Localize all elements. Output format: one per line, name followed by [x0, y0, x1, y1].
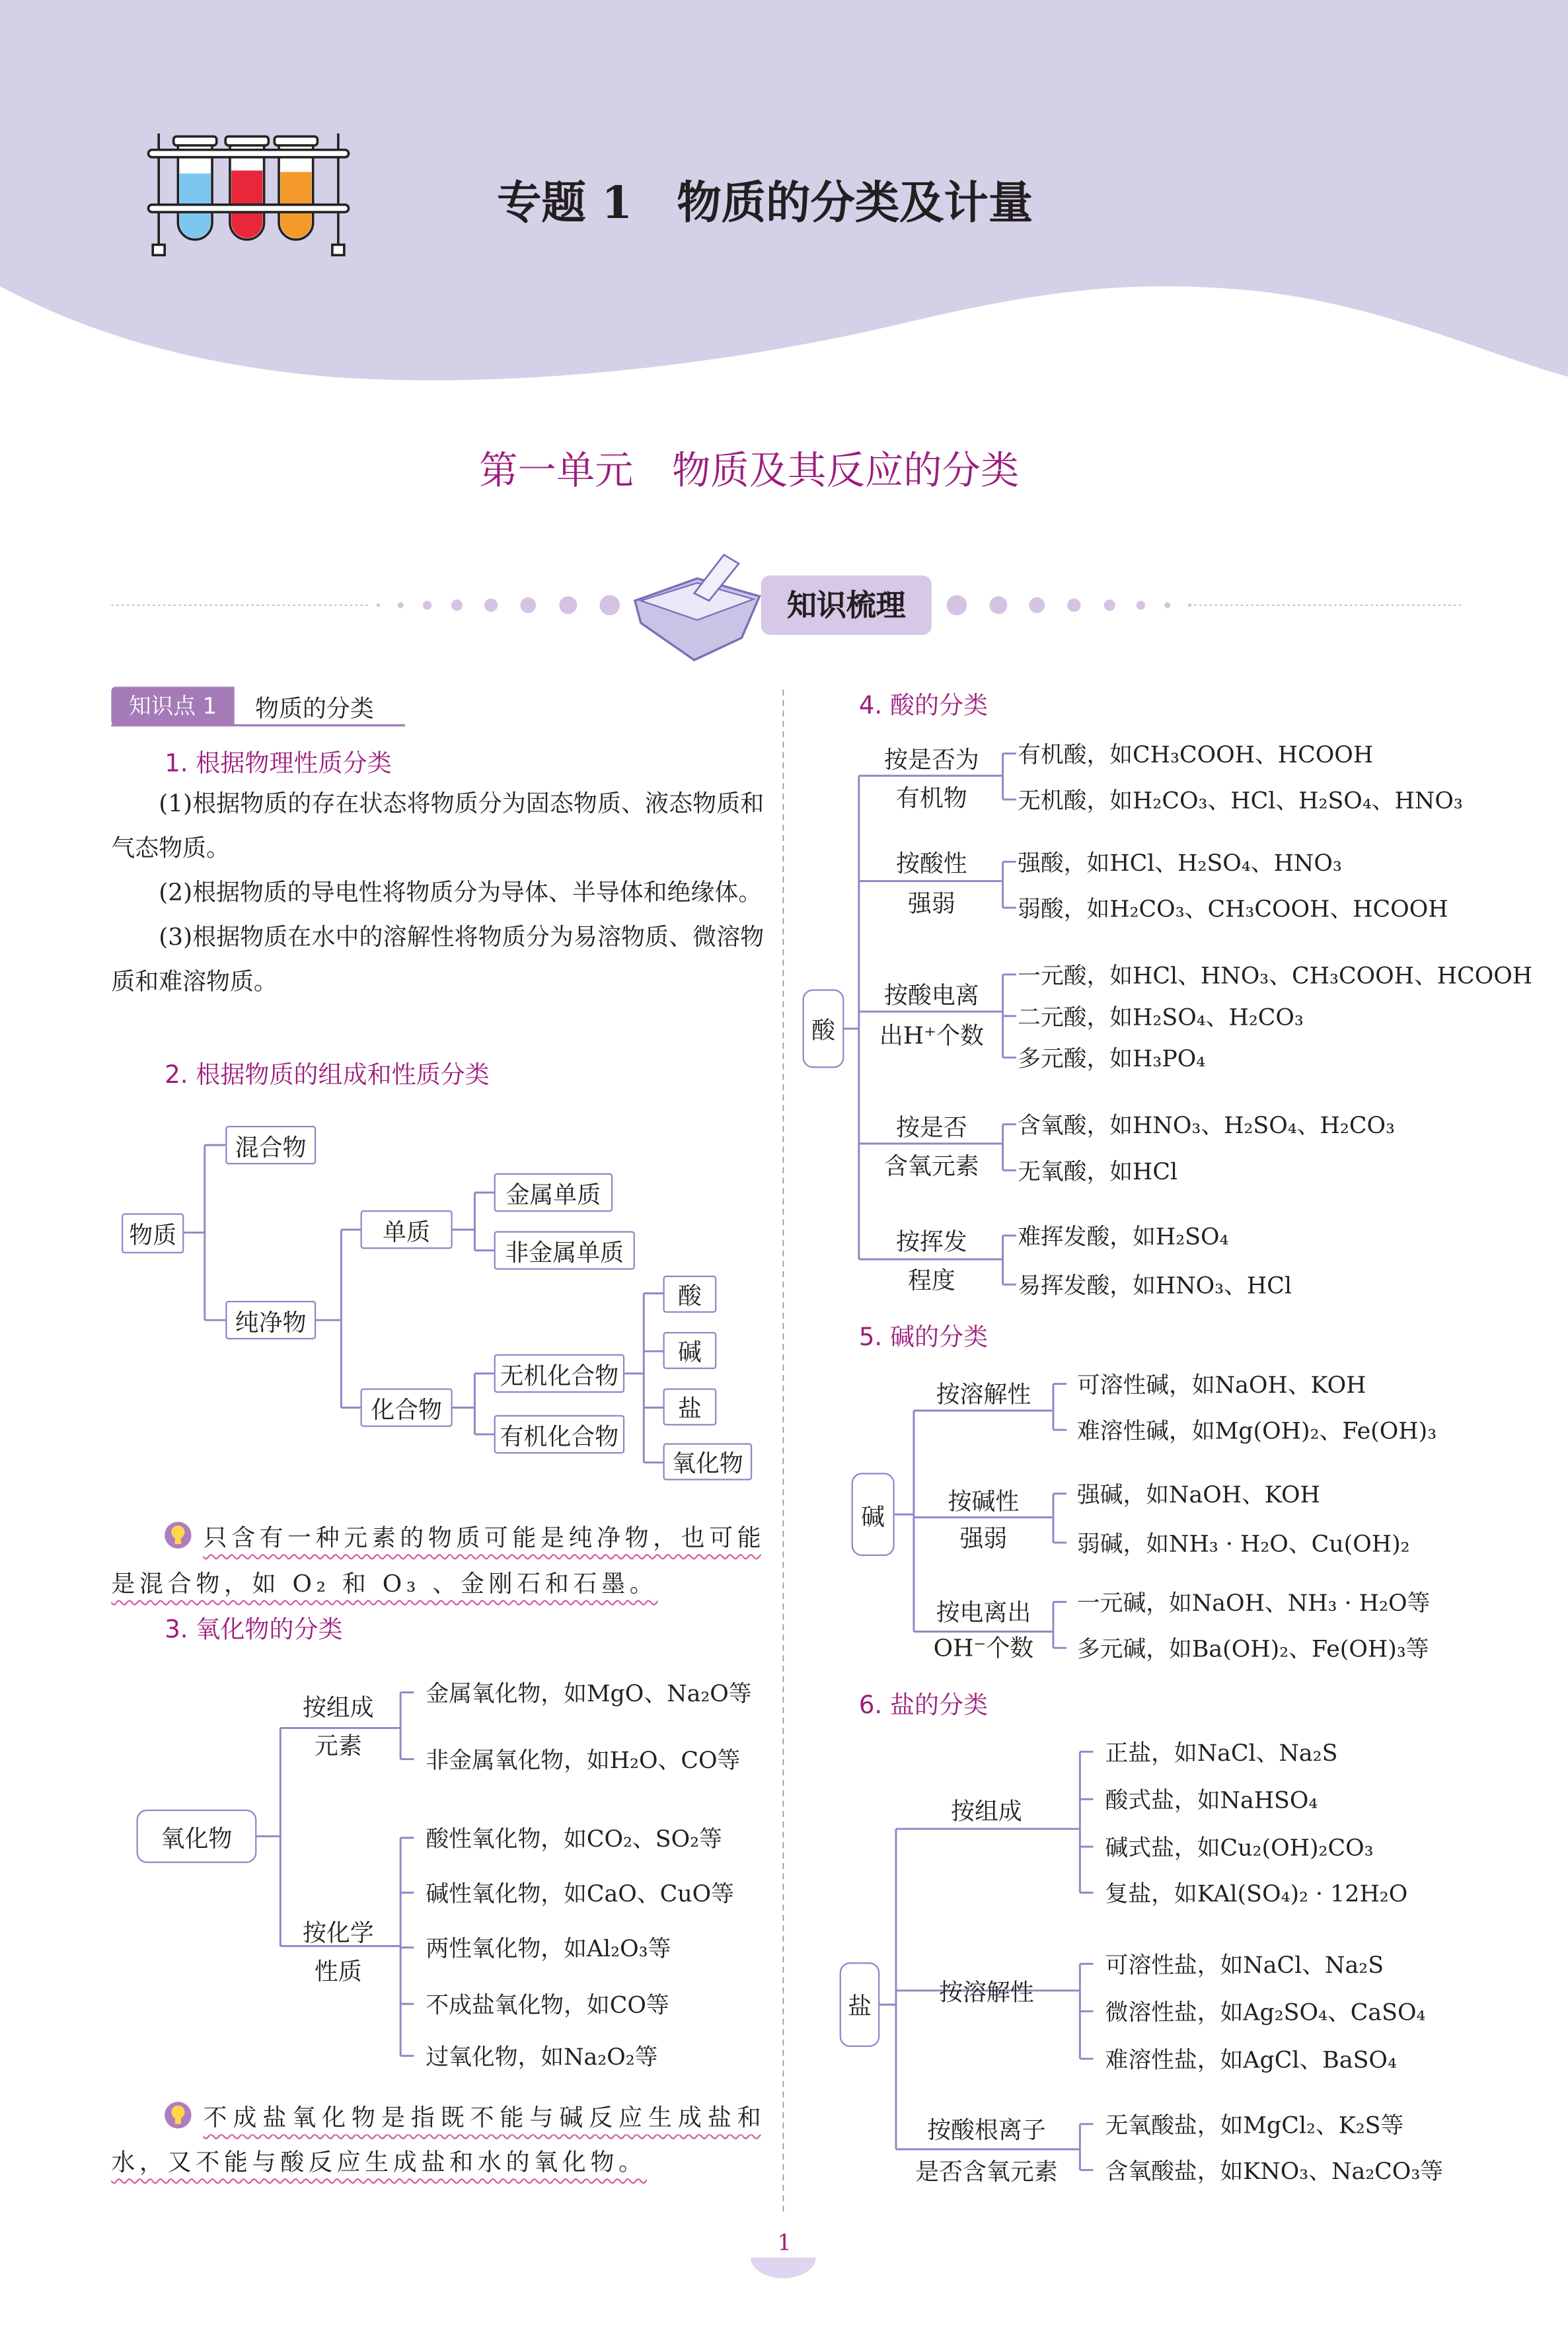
tree-criterion-label: 按电离出	[936, 1598, 1031, 1627]
divider-dot	[484, 599, 498, 612]
tree-leaf-item: 酸性氧化物，如CO₂、SO₂等	[426, 1826, 722, 1853]
tree-leaf-item: 可溶性盐，如NaCl、Na₂S	[1105, 1952, 1384, 1979]
tree-node-mixture: 混合物	[225, 1126, 316, 1164]
section-heading-salt: 6. 盐的分类	[858, 1691, 989, 1719]
tip-text-line: 只含有一种元素的物质可能是纯净物，也可能	[203, 1523, 761, 1552]
tree-node-salt: 盐	[663, 1388, 717, 1425]
tree-leaf-item: 弱酸，如H₂CO₃、CH₃COOH、HCOOH	[1018, 895, 1448, 923]
tree-leaf-item: 复盐，如KAl(SO₄)₂ · 12H₂O	[1105, 1880, 1408, 1908]
divider-dot	[1137, 601, 1145, 609]
tree-criterion-label: OH⁻个数	[933, 1633, 1034, 1662]
tree-criterion-label: 按碱性	[948, 1487, 1020, 1516]
tree-node-acid: 酸	[663, 1276, 717, 1313]
physical-classification-text	[111, 782, 764, 1004]
section-heading-physical: 1. 根据物理性质分类	[165, 749, 392, 778]
divider-dot	[423, 601, 431, 609]
tree-criterion-label: 有机物	[895, 784, 967, 813]
tree-leaf-item: 非金属氧化物，如H₂O、CO等	[426, 1747, 741, 1775]
tree-leaf-item: 正盐，如NaCl、Na₂S	[1105, 1740, 1338, 1767]
paragraph: (2)根据物质的导电性将物质分为导体、半导体和绝缘体。	[159, 878, 763, 906]
tree-criterion-label: 按化学	[302, 1918, 374, 1947]
topic-title: 专题 1 物质的分类及计量	[497, 178, 1033, 230]
tree-leaf-item: 一元酸，如HCl、HNO₃、CH₃COOH、HCOOH	[1018, 963, 1533, 990]
tree-criterion-label: 程度	[907, 1266, 955, 1294]
tree-node-nonmetal: 非金属单质	[494, 1231, 635, 1269]
tree-node-metal: 金属单质	[494, 1173, 613, 1212]
tree-criterion-label: 按溶解性	[939, 1977, 1034, 2007]
tree-criterion-label: 含氧元素	[884, 1152, 979, 1180]
tree-leaf-item: 多元酸，如H₃PO₄	[1018, 1045, 1206, 1073]
divider-dot	[520, 597, 536, 613]
tree-leaf-item: 酸式盐，如NaHSO₄	[1105, 1787, 1318, 1814]
lightbulb-icon	[165, 1522, 191, 1548]
divider-dot	[599, 595, 620, 616]
tree-node-element: 单质	[361, 1210, 453, 1249]
paragraph: (3)根据物质在水中的溶解性将物质分为易溶物质、微溶物质和难溶物质。	[111, 922, 765, 996]
tree-leaf-item: 含氧酸盐，如KNO₃、Na₂CO₃等	[1105, 2158, 1444, 2185]
tree-node-organic: 有机化合物	[494, 1415, 625, 1454]
tip-text-line: 是混合物，如 O₂ 和 O₃ 、金刚石和石墨。	[111, 1569, 658, 1598]
page-number-tab	[751, 2258, 816, 2278]
tree-leaf-item: 无氧酸，如HCl	[1018, 1158, 1178, 1185]
tree-leaf-item: 易挥发酸，如HNO₃、HCl	[1018, 1273, 1292, 1300]
tree-criterion-label: 强弱	[959, 1524, 1008, 1553]
tip-text-line: 水，又不能与酸反应生成盐和水的氧化物。	[111, 2147, 647, 2176]
tree-criterion-label: 按组成	[302, 1693, 374, 1722]
tree-leaf-item: 金属氧化物，如MgO、Na₂O等	[426, 1680, 752, 1707]
tree-root-node: 盐	[840, 1962, 880, 2047]
divider-dot	[398, 602, 404, 608]
tree-leaf-item: 两性氧化物，如Al₂O₃等	[426, 1935, 671, 1963]
tree-leaf-item: 不成盐氧化物，如CO等	[426, 1992, 669, 2019]
tree-criterion-label: 按是否	[895, 1113, 967, 1142]
divider-dot	[1029, 597, 1045, 613]
tree-node-inorganic: 无机化合物	[494, 1354, 625, 1393]
tree-leaf-item: 碱性氧化物，如CaO、CuO等	[426, 1880, 734, 1908]
section-heading-composition: 2. 根据物质的组成和性质分类	[165, 1060, 490, 1089]
knowledge-point-badge: 知识点 1	[111, 686, 234, 725]
tree-leaf-item: 难溶性碱，如Mg(OH)₂、Fe(OH)₃	[1076, 1418, 1437, 1445]
tree-criterion-label: 按挥发	[895, 1227, 967, 1256]
tree-root-node: 碱	[852, 1473, 895, 1556]
book-pencil-icon	[635, 555, 760, 660]
divider-dot	[947, 595, 967, 616]
tree-leaf-item: 含氧酸，如HNO₃、H₂SO₄、H₂CO₃	[1018, 1112, 1395, 1140]
tree-leaf-item: 过氧化物，如Na₂O₂等	[426, 2044, 658, 2071]
tree-leaf-item: 无机酸，如H₂CO₃、HCl、H₂SO₄、HNO₃	[1018, 788, 1463, 815]
tree-node-compound: 化合物	[361, 1388, 453, 1426]
page-number: 1	[777, 2229, 792, 2256]
tree-node-pure: 纯净物	[225, 1301, 316, 1339]
tree-criterion-label: 按酸性	[895, 849, 967, 877]
knowledge-point-title: 物质的分类	[255, 694, 374, 723]
tree-leaf-item: 弱碱，如NH₃ · H₂O、Cu(OH)₂	[1076, 1530, 1410, 1558]
divider-dot	[1104, 599, 1115, 610]
tree-leaf-item: 难溶性盐，如AgCl、BaSO₄	[1105, 2047, 1397, 2074]
tree-criterion-label: 按酸根离子	[927, 2116, 1046, 2145]
section-badge: 知识梳理	[761, 575, 932, 635]
tree-leaf-item: 一元碱，如NaOH、NH₃ · H₂O等	[1076, 1590, 1431, 1617]
tree-leaf-item: 强碱，如NaOH、KOH	[1076, 1481, 1320, 1509]
tree-criterion-label: 是否含氧元素	[915, 2157, 1058, 2186]
tree-criterion-label: 按溶解性	[936, 1380, 1031, 1409]
tree-criterion-label: 按是否为	[884, 745, 979, 774]
divider-dot	[377, 603, 380, 607]
tree-leaf-item: 多元碱，如Ba(OH)₂、Fe(OH)₃等	[1076, 1636, 1429, 1663]
paragraph: (1)根据物质的存在状态将物质分为固态物质、液态物质和气态物质。	[111, 789, 765, 862]
tree-leaf-item: 无氧酸盐，如MgCl₂、K₂S等	[1105, 2112, 1404, 2139]
tip-text-line: 不成盐氧化物是指既不能与碱反应生成盐和	[203, 2103, 761, 2132]
divider-dot	[1188, 603, 1191, 607]
section-heading-acid: 4. 酸的分类	[858, 691, 989, 720]
lightbulb-icon	[165, 2102, 191, 2128]
tree-leaf-item: 难挥发酸，如H₂SO₄	[1018, 1224, 1229, 1251]
tree-criterion-label: 性质	[314, 1957, 362, 1985]
section-heading-base: 5. 碱的分类	[858, 1323, 989, 1352]
divider-dot	[559, 596, 577, 614]
tree-criterion-label: 按酸电离	[884, 981, 979, 1010]
tree-node-base: 碱	[663, 1332, 717, 1369]
tree-criterion-label: 元素	[314, 1732, 362, 1760]
divider-dot	[451, 599, 463, 610]
tree-leaf-item: 微溶性盐，如Ag₂SO₄、CaSO₄	[1105, 1999, 1426, 2026]
tree-leaf-item: 二元酸，如H₂SO₄、H₂CO₃	[1018, 1004, 1304, 1031]
divider-dot	[989, 596, 1007, 614]
tree-criterion-label: 强弱	[907, 889, 955, 918]
tree-leaf-item: 碱式盐，如Cu₂(OH)₂CO₃	[1105, 1835, 1374, 1862]
tree-criterion-label: 按组成	[951, 1796, 1022, 1826]
section-heading-oxide: 3. 氧化物的分类	[165, 1615, 343, 1644]
tree-criterion-label: 出H⁺个数	[879, 1021, 984, 1050]
tree-node-root: 物质	[122, 1213, 184, 1253]
divider-dot	[1164, 602, 1170, 608]
unit-title: 第一单元 物质及其反应的分类	[479, 449, 1020, 494]
tree-root-node: 氧化物	[137, 1810, 257, 1863]
divider-dot	[1067, 599, 1080, 612]
tree-leaf-item: 有机酸，如CH₃COOH、HCOOH	[1018, 741, 1374, 768]
tree-leaf-item: 可溶性碱，如NaOH、KOH	[1076, 1372, 1366, 1399]
tree-leaf-item: 强酸，如HCl、H₂SO₄、HNO₃	[1018, 850, 1342, 877]
tree-root-node: 酸	[803, 989, 844, 1068]
tree-node-oxide: 氧化物	[663, 1443, 753, 1480]
